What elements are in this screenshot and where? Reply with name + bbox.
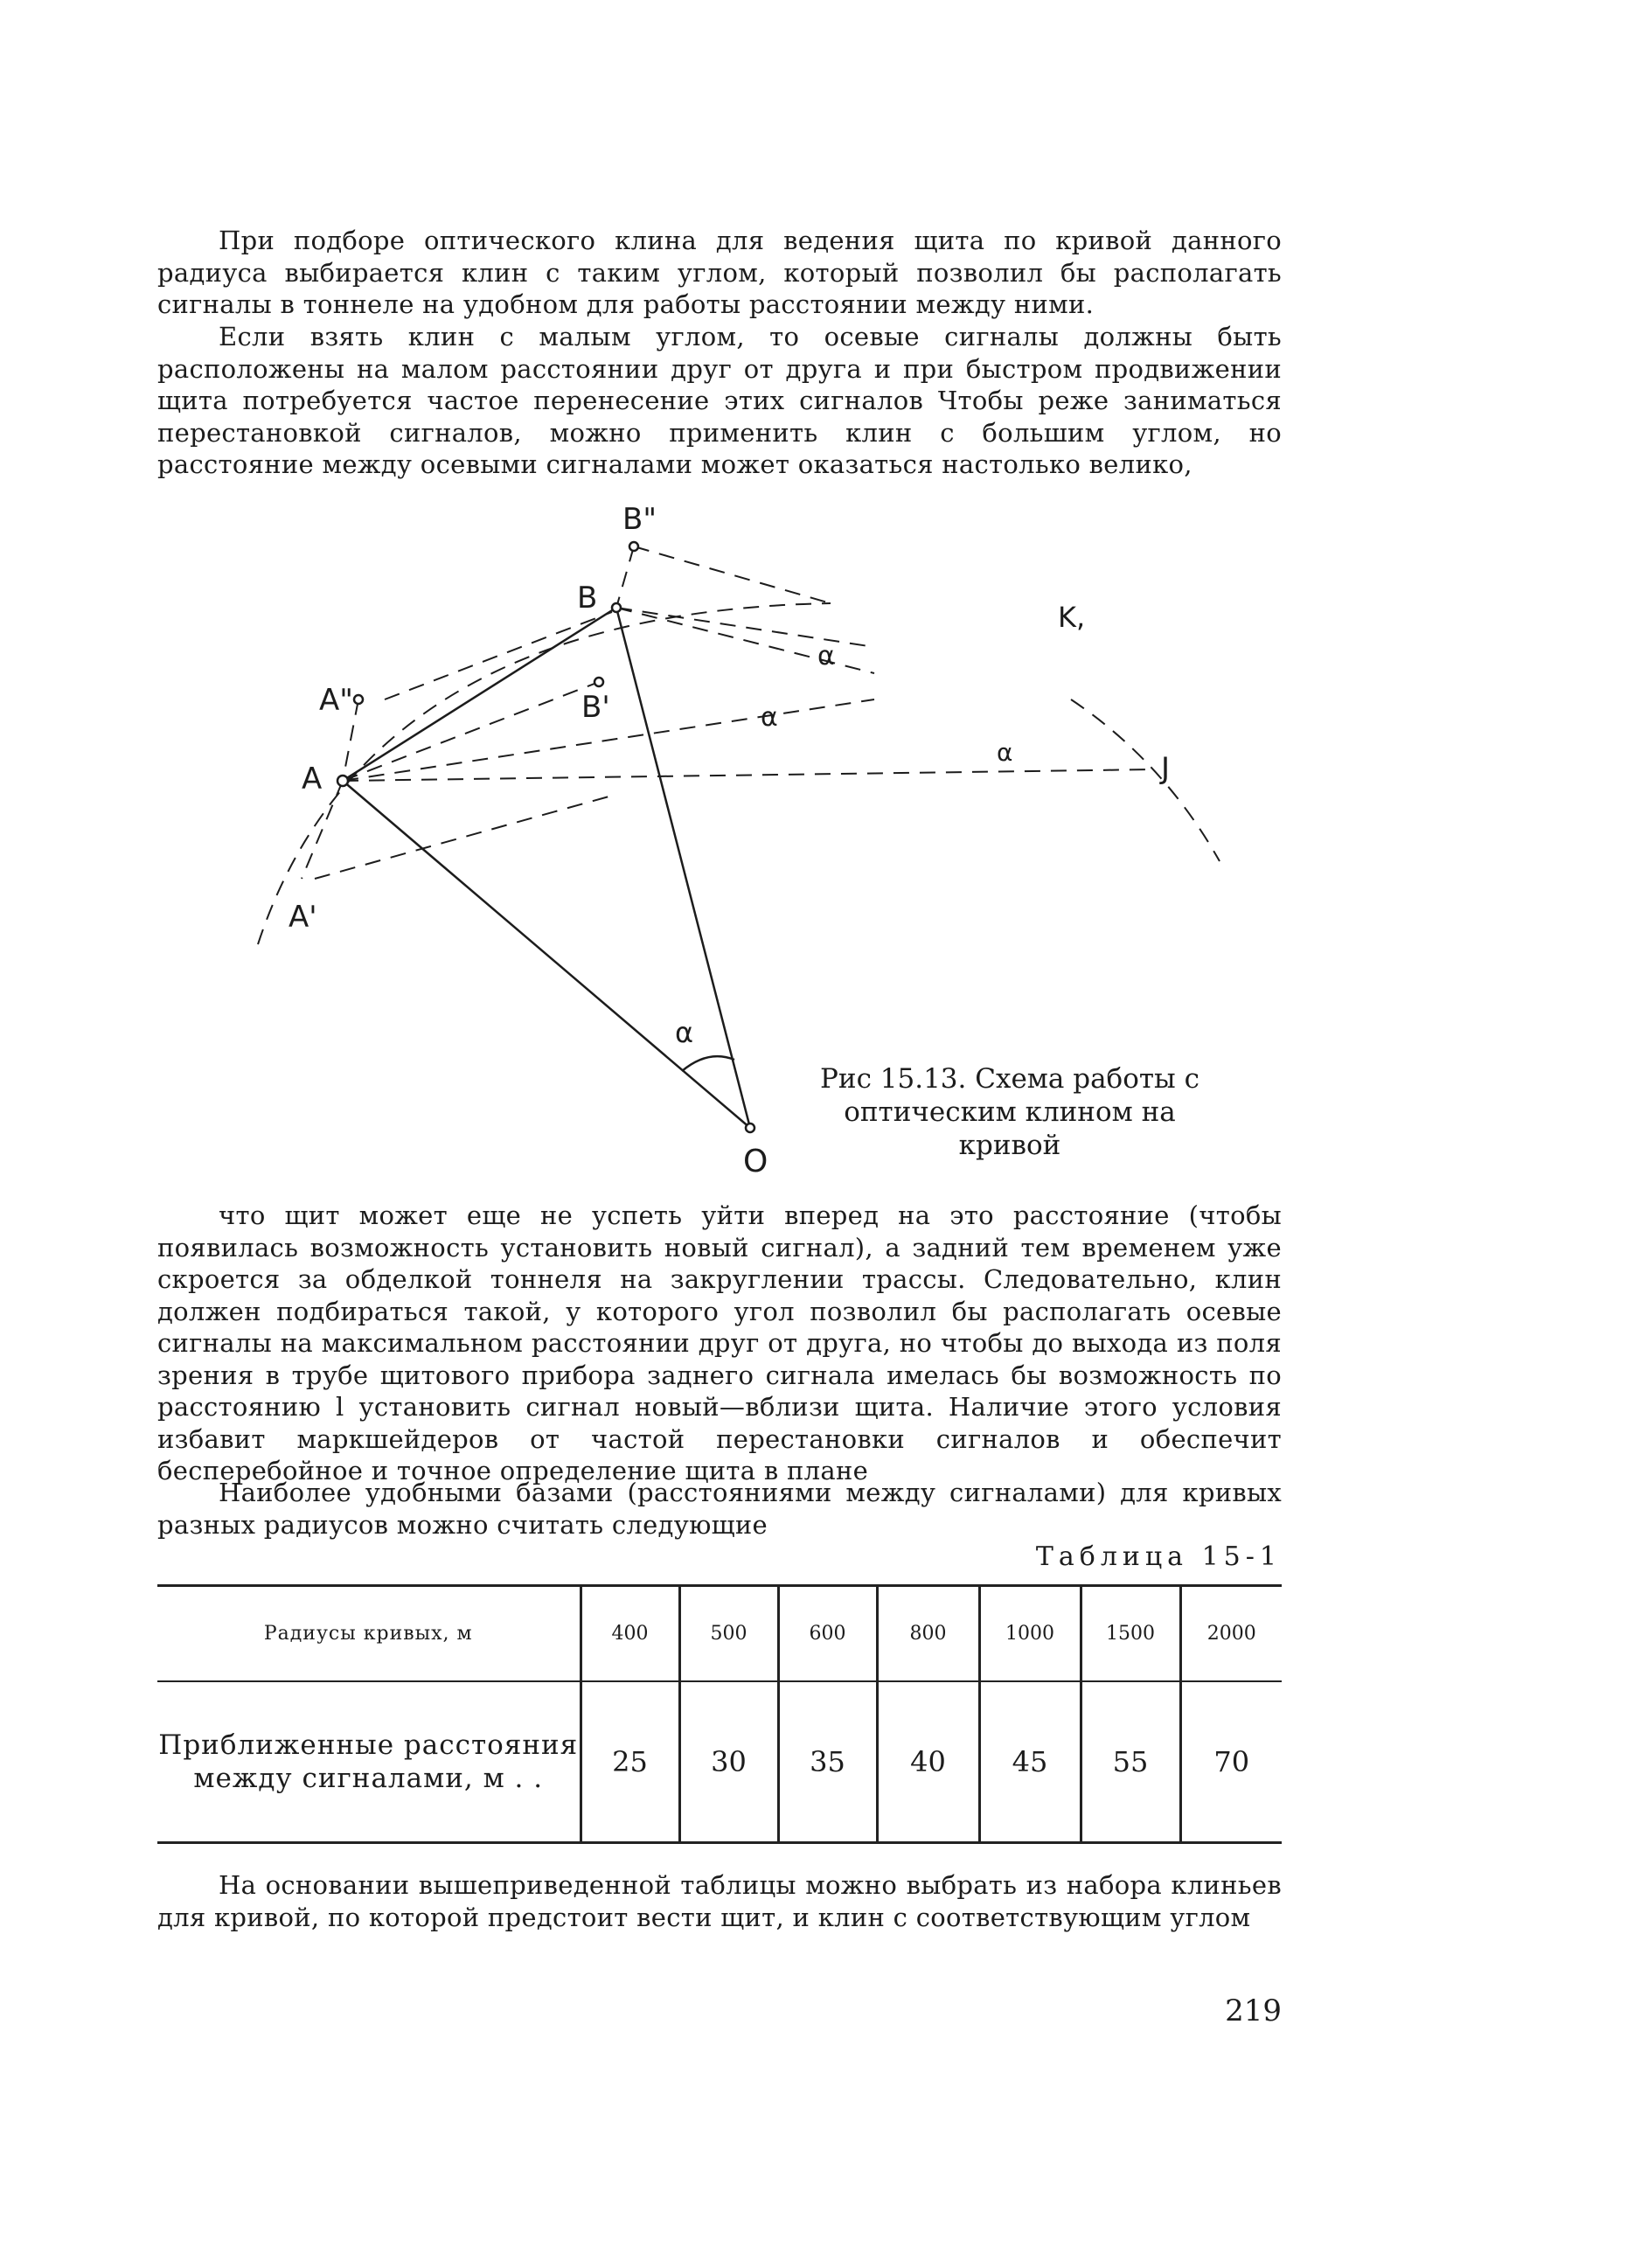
dashed-b2-b <box>616 546 634 608</box>
label-k: K, <box>1058 601 1086 634</box>
distance-cell: 55 <box>1081 1681 1180 1843</box>
label-b: B <box>577 581 598 616</box>
paragraph-4: Наиболее удобными базами (расстояниями между сигналами) для кривых разных радиусов можно считать следующие <box>157 1478 1282 1540</box>
radius-cell: 1000 <box>979 1586 1081 1682</box>
point-a2 <box>354 695 363 704</box>
radius-cell: 2000 <box>1180 1586 1282 1682</box>
table-header-row <box>157 1586 1282 1682</box>
paragraph-5: На основании вышеприведенной таблицы можно выбрать из набора клиньев для кривой, по которой предстоит вести щит, и клин с соответствующим углом <box>157 1870 1282 1932</box>
radius-cell: 600 <box>778 1586 877 1682</box>
table-title: Таблица 15-1 <box>1035 1541 1282 1572</box>
page-number: 219 <box>1225 1993 1282 2028</box>
header-label: Радиусы кривых, м <box>157 1586 581 1682</box>
distance-cell: 40 <box>877 1681 979 1843</box>
line-a-b <box>343 608 616 781</box>
label-alpha-2: α <box>761 702 778 733</box>
table-15-1 <box>157 1584 1282 1844</box>
label-alpha-o: α <box>675 1016 694 1049</box>
ray-a1 <box>315 796 612 879</box>
distance-cell: 70 <box>1180 1681 1282 1843</box>
label-alpha-3: α <box>997 738 1013 767</box>
radius-cell: 800 <box>877 1586 979 1682</box>
label-b1: B' <box>581 690 610 725</box>
figure-caption: Рис 15.13. Схема работы с оптическим клином на кривой <box>820 1063 1199 1161</box>
label-alpha-1: α <box>817 641 835 671</box>
point-b1 <box>594 678 603 686</box>
point-o <box>746 1124 754 1132</box>
distance-cell: 25 <box>581 1681 679 1843</box>
label-a: A <box>302 762 323 797</box>
label-a2: A" <box>319 683 353 718</box>
table-value-row <box>157 1681 1282 1843</box>
distance-cell: 45 <box>979 1681 1081 1843</box>
ray-a-j <box>343 769 1154 781</box>
label-o: O <box>743 1144 768 1179</box>
ray-b2 <box>634 546 831 603</box>
point-b <box>612 603 621 612</box>
radius-cell: 400 <box>581 1586 679 1682</box>
label-j: J <box>1161 751 1171 786</box>
angle-arc <box>682 1056 734 1071</box>
label-b2: B" <box>622 502 657 537</box>
point-b2 <box>629 542 638 551</box>
ray-a-b1 <box>343 682 599 781</box>
paragraph-1: При подборе оптического клина для ведения щита по кривой данного радиуса выбирается клин с таким углом, который позволил бы располагать сигналы в тоннеле на удобном для работы расстоянии между ними. <box>157 226 1282 319</box>
radius-cell: 500 <box>679 1586 778 1682</box>
dashed-curve-tail <box>1071 699 1220 861</box>
distance-cell: 35 <box>778 1681 877 1843</box>
ray-a2-b <box>385 612 612 699</box>
radius-cell: 1500 <box>1081 1586 1180 1682</box>
line-b-o <box>616 608 750 1128</box>
paragraph-3: что щит может еще не успеть уйти вперед на это расстояние (чтобы появилась возможность установить новый сигнал), а задний тем временем уже скроется за обделкой тоннеля на закруглении трассы. Следовательно, клин должен подбираться такой, у которого угол позволил бы располагать осевые сигналы на максимальном расстоянии друг от друга, но чтобы до выхода из поля зрения в трубе щитового прибора заднего сигнала имелась бы возможность по расстоянию l установить сигнал новый—вблизи щита. Наличие этого условия избавит маркшейдеров от частой перестановки сигналов и обеспечит бесперебойное и точное определение щита в плане <box>157 1200 1282 1485</box>
line-a-o <box>343 781 750 1128</box>
point-a <box>337 776 348 786</box>
label-a1: A' <box>289 900 317 935</box>
value-label: Приближенные расстояния между сигналами, м . . <box>158 1729 579 1794</box>
paragraph-2: Если взять клин с малым углом, то осевые сигналы должны быть расположены на малом расстоянии друг от друга и при быстром продвижении щита потребуется частое перенесение этих сигналов Чтобы реже заниматься перестановкой сигналов, можно применить клин с большим углом, но расстояние между осевыми сигналами может оказаться настолько велико, <box>157 322 1282 479</box>
distance-cell: 30 <box>679 1681 778 1843</box>
